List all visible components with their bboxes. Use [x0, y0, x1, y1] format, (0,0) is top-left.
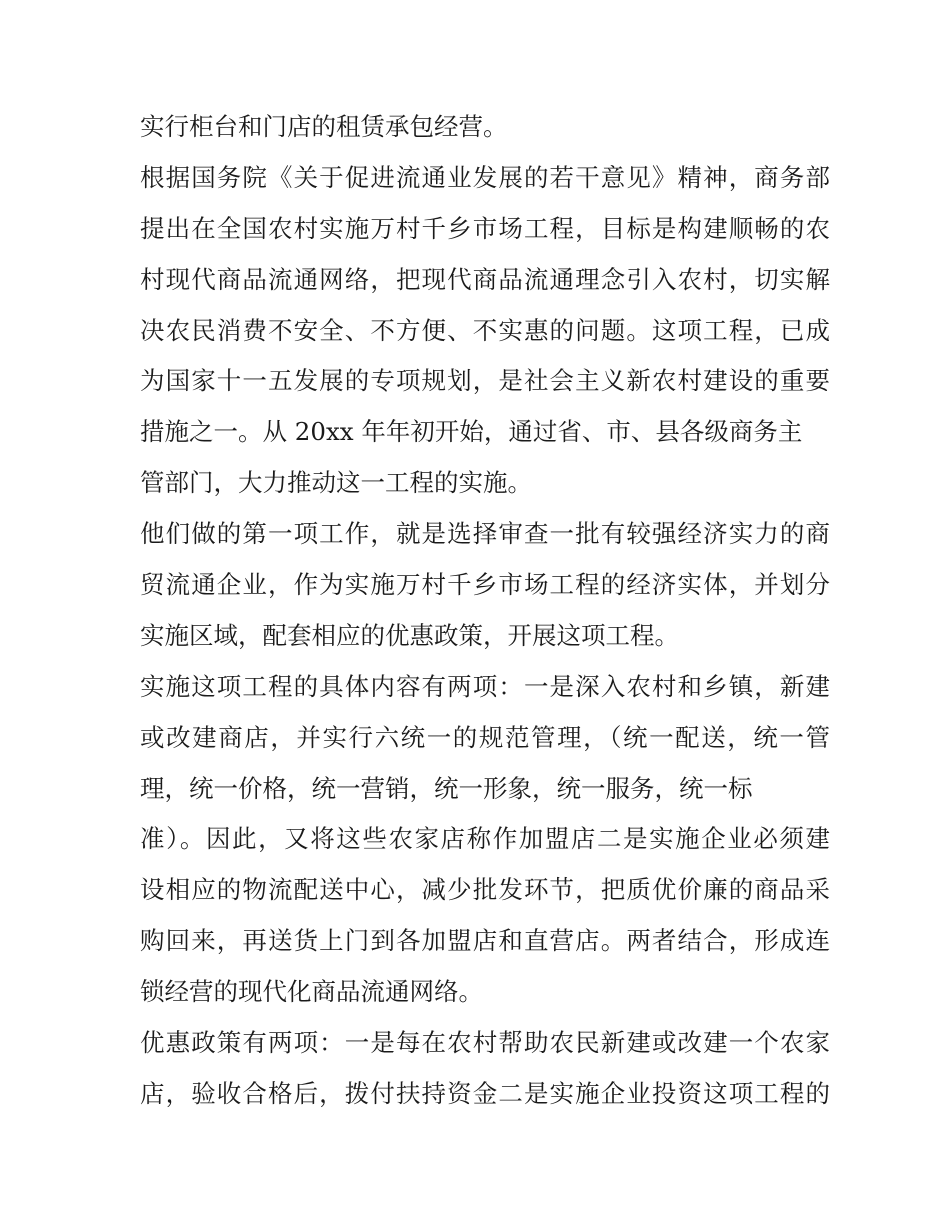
text-line: 购回来，再送货上门到各加盟店和直营店。两者结合，形成连	[140, 926, 830, 956]
text-line: 实行柜台和门店的租赁承包经营。	[140, 112, 508, 141]
text-line: 准）。因此，又将这些农家店称作加盟店二是实施企业必须建	[140, 824, 830, 854]
text-line: 实施区域，配套相应的优惠政策，开展这项工程。	[140, 620, 679, 650]
text-line: 锁经营的现代化商品流通网络。	[140, 977, 483, 1007]
text-line: 理，统一价格，统一营销，统一形象，统一服务，统一标	[140, 773, 753, 803]
text-line: 措施之一。从 20xx 年年初开始，通过省、市、县各级商务主	[140, 417, 803, 447]
text-line: 决农民消费不安全、不方便、不实惠的问题。这项工程，已成	[140, 315, 830, 345]
text-line: 提出在全国农村实施万村千乡市场工程，目标是构建顺畅的农	[140, 213, 830, 243]
text-line: 村现代商品流通网络，把现代商品流通理念引入农村，切实解	[140, 264, 830, 294]
text-line: 根据国务院《关于促进流通业发展的若干意见》精神，商务部	[140, 162, 830, 192]
text-line: 他们做的第一项工作，就是选择审查一批有较强经济实力的商	[140, 519, 830, 549]
text-line: 为国家十一五发展的专项规划，是社会主义新农村建设的重要	[140, 366, 830, 396]
text-line: 设相应的物流配送中心，减少批发环节，把质优价廉的商品采	[140, 875, 830, 905]
text-line: 实施这项工程的具体内容有两项：一是深入农村和乡镇，新建	[140, 671, 830, 701]
text-line: 贸流通企业，作为实施万村千乡市场工程的经济实体，并划分	[140, 570, 830, 600]
text-line: 管部门，大力推动这一工程的实施。	[140, 468, 532, 498]
text-line: 优惠政策有两项：一是每在农村帮助农民新建或改建一个农家	[140, 1028, 830, 1058]
text-line: 店，验收合格后，拨付扶持资金二是实施企业投资这项工程的	[140, 1078, 830, 1108]
text-line: 或改建商店，并实行六统一的规范管理，（统一配送，统一管	[140, 722, 830, 752]
document-body	[140, 102, 830, 1120]
